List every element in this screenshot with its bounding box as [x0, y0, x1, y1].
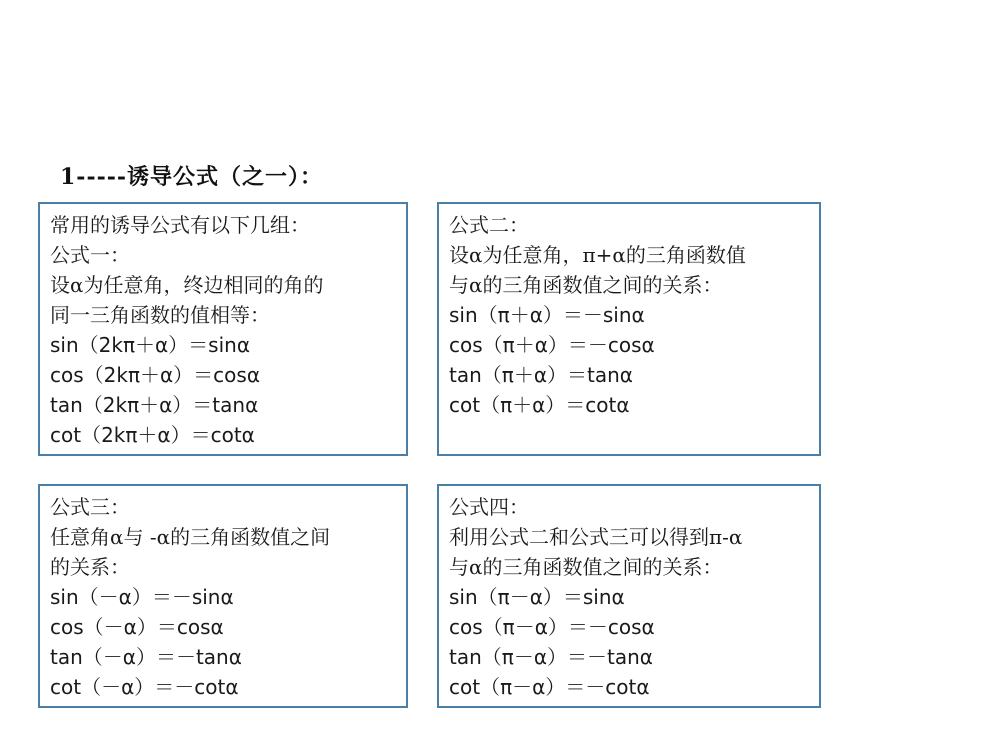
formula-sin: sin（π＋α）＝－sinα — [449, 303, 645, 327]
formula-sin: sin（π－α）＝sinα — [449, 585, 625, 609]
formula-box-two — [437, 202, 821, 456]
formula-cos: cos（2kπ＋α）＝cosα — [50, 363, 261, 387]
formula-tan: tan（π－α）＝－tanα — [449, 645, 653, 669]
box-text-line: 与α的三角函数值之间的关系： — [449, 555, 723, 579]
box-text-line: 与α的三角函数值之间的关系： — [449, 273, 723, 297]
formula-tan: tan（－α）＝－tanα — [50, 645, 242, 669]
formula-tan: tan（2kπ＋α）＝tanα — [50, 393, 259, 417]
formula-tan: tan（π＋α）＝tanα — [449, 363, 633, 387]
box-text-line: 常用的诱导公式有以下几组： — [50, 213, 310, 237]
formula-box-three — [38, 484, 408, 708]
box-heading: 公式二： — [449, 213, 529, 237]
formula-sin: sin（－α）＝－sinα — [50, 585, 234, 609]
page-title: 1-----诱导公式（之一）： — [60, 164, 323, 190]
box-heading: 公式四： — [449, 495, 529, 519]
box-text-line: 同一三角函数的值相等： — [50, 303, 270, 327]
box-text-line: 利用公式二和公式三可以得到π-α — [449, 525, 743, 549]
formula-box-four — [437, 484, 821, 708]
formula-box-general — [38, 202, 408, 456]
box-text-line: 设α为任意角，π+α的三角函数值 — [449, 243, 746, 267]
formula-cos: cos（－α）＝cosα — [50, 615, 224, 639]
box-heading: 公式三： — [50, 495, 130, 519]
box-text-line: 任意角α与 -α的三角函数值之间 — [50, 525, 331, 549]
box-text-line: 的关系： — [50, 555, 130, 579]
formula-cot: cot（π－α）＝－cotα — [449, 675, 650, 699]
formula-cos: cos（π－α）＝－cosα — [449, 615, 655, 639]
box-text-line: 设α为任意角，终边相同的角的 — [50, 273, 324, 297]
formula-cot: cot（π＋α）＝cotα — [449, 393, 630, 417]
formula-cos: cos（π＋α）＝－cosα — [449, 333, 655, 357]
formula-sin: sin（2kπ＋α）＝sinα — [50, 333, 251, 357]
formula-cot: cot（－α）＝－cotα — [50, 675, 239, 699]
formula-cot: cot（2kπ＋α）＝cotα — [50, 423, 255, 447]
box-heading: 公式一： — [50, 243, 130, 267]
